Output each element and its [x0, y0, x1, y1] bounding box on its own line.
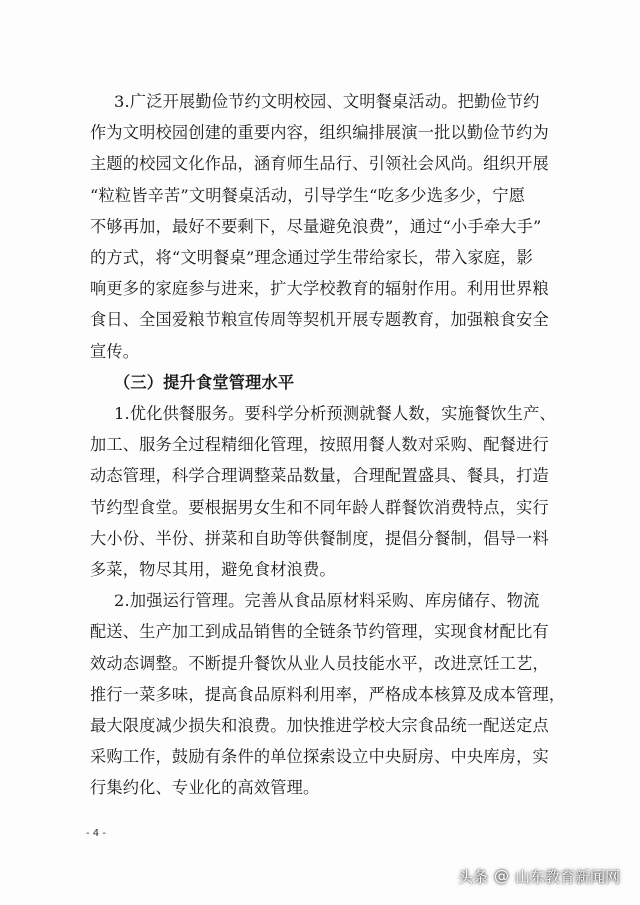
paragraph-line: 节约型食堂。要根据男女生和不同年龄人群餐饮消费特点，实行 [90, 497, 549, 517]
paragraph-line: 最大限度减少损失和浪费。加快推进学校大宗食品统一配送定点 [90, 716, 549, 735]
paragraph-line: 食日、全国爱粮节粮宣传周等契机开展专题教育，加强粮食安全 [90, 310, 549, 330]
paragraph-line: 不够再加，最好不要剩下，尽量避免浪费”，通过“小手牵大手” [90, 216, 542, 236]
paragraph-line: 加工、服务全过程精细化管理，按照用餐人数对采购、配餐进行 [90, 435, 549, 455]
paragraph-line: 推行一菜多味，提高食品原料利用率，严格成本核算及成本管理， [90, 684, 566, 704]
paragraph-line: 动态管理，科学合理调整菜品数量，合理配置盛具、餐具，打造 [90, 466, 549, 486]
paragraph-line: 响更多的家庭参与进来，扩大学校教育的辐射作用。利用世界粮 [90, 279, 549, 299]
paragraph-line: 大小份、半份、拼菜和自助等供餐制度，提倡分餐制，倡导一料 [90, 528, 549, 548]
paragraph-line: 配送、生产加工到成品销售的全链条节约管理，实现食材配比有 [90, 622, 549, 642]
paragraph-line: 效动态调整。不断提升餐饮从业人员技能水平，改进烹饪工艺， [90, 653, 549, 673]
paragraph-line: 行集约化、专业化的高效管理。 [90, 778, 320, 798]
paragraph-line: 宣传。 [90, 341, 140, 361]
paragraph-line: 2.加强运行管理。完善从食品原材料采购、库房储存、物流 [114, 591, 540, 611]
watermark-at: @ [493, 867, 509, 885]
paragraph-line: “粒粒皆辛苦”文明餐桌活动，引导学生“吃多少选多少，宁愿 [90, 185, 526, 205]
watermark [458, 863, 620, 889]
paragraph-line: 1.优化供餐服务。要科学分析预测就餐人数，实施餐饮生产、 [114, 404, 556, 423]
watermark-account: 山东教育新闻网 [514, 867, 620, 886]
paragraph-line: 作为文明校园创建的重要内容，组织编排展演一批以勤俭节约为 [90, 123, 549, 143]
paragraph-line: 主题的校园文化作品，涵育师生品行、引领社会风尚。组织开展 [90, 154, 549, 174]
page-number: - 4 - [86, 827, 106, 839]
paragraph-line: 的方式，将“文明餐桌”理念通过学生带给家长，带入家庭，影 [90, 248, 534, 267]
paragraph-line: 3.广泛开展勤俭节约文明校园、文明餐桌活动。把勤俭节约 [114, 92, 540, 111]
paragraph-line: 多菜，物尽其用，避免食材浪费。 [90, 560, 336, 579]
paragraph-line: 采购工作，鼓励有条件的单位探索设立中央厨房、中央库房，实 [90, 747, 549, 767]
section-heading: （三）提升食堂管理水平 [114, 372, 295, 392]
watermark-prefix: 头条 [457, 867, 488, 886]
